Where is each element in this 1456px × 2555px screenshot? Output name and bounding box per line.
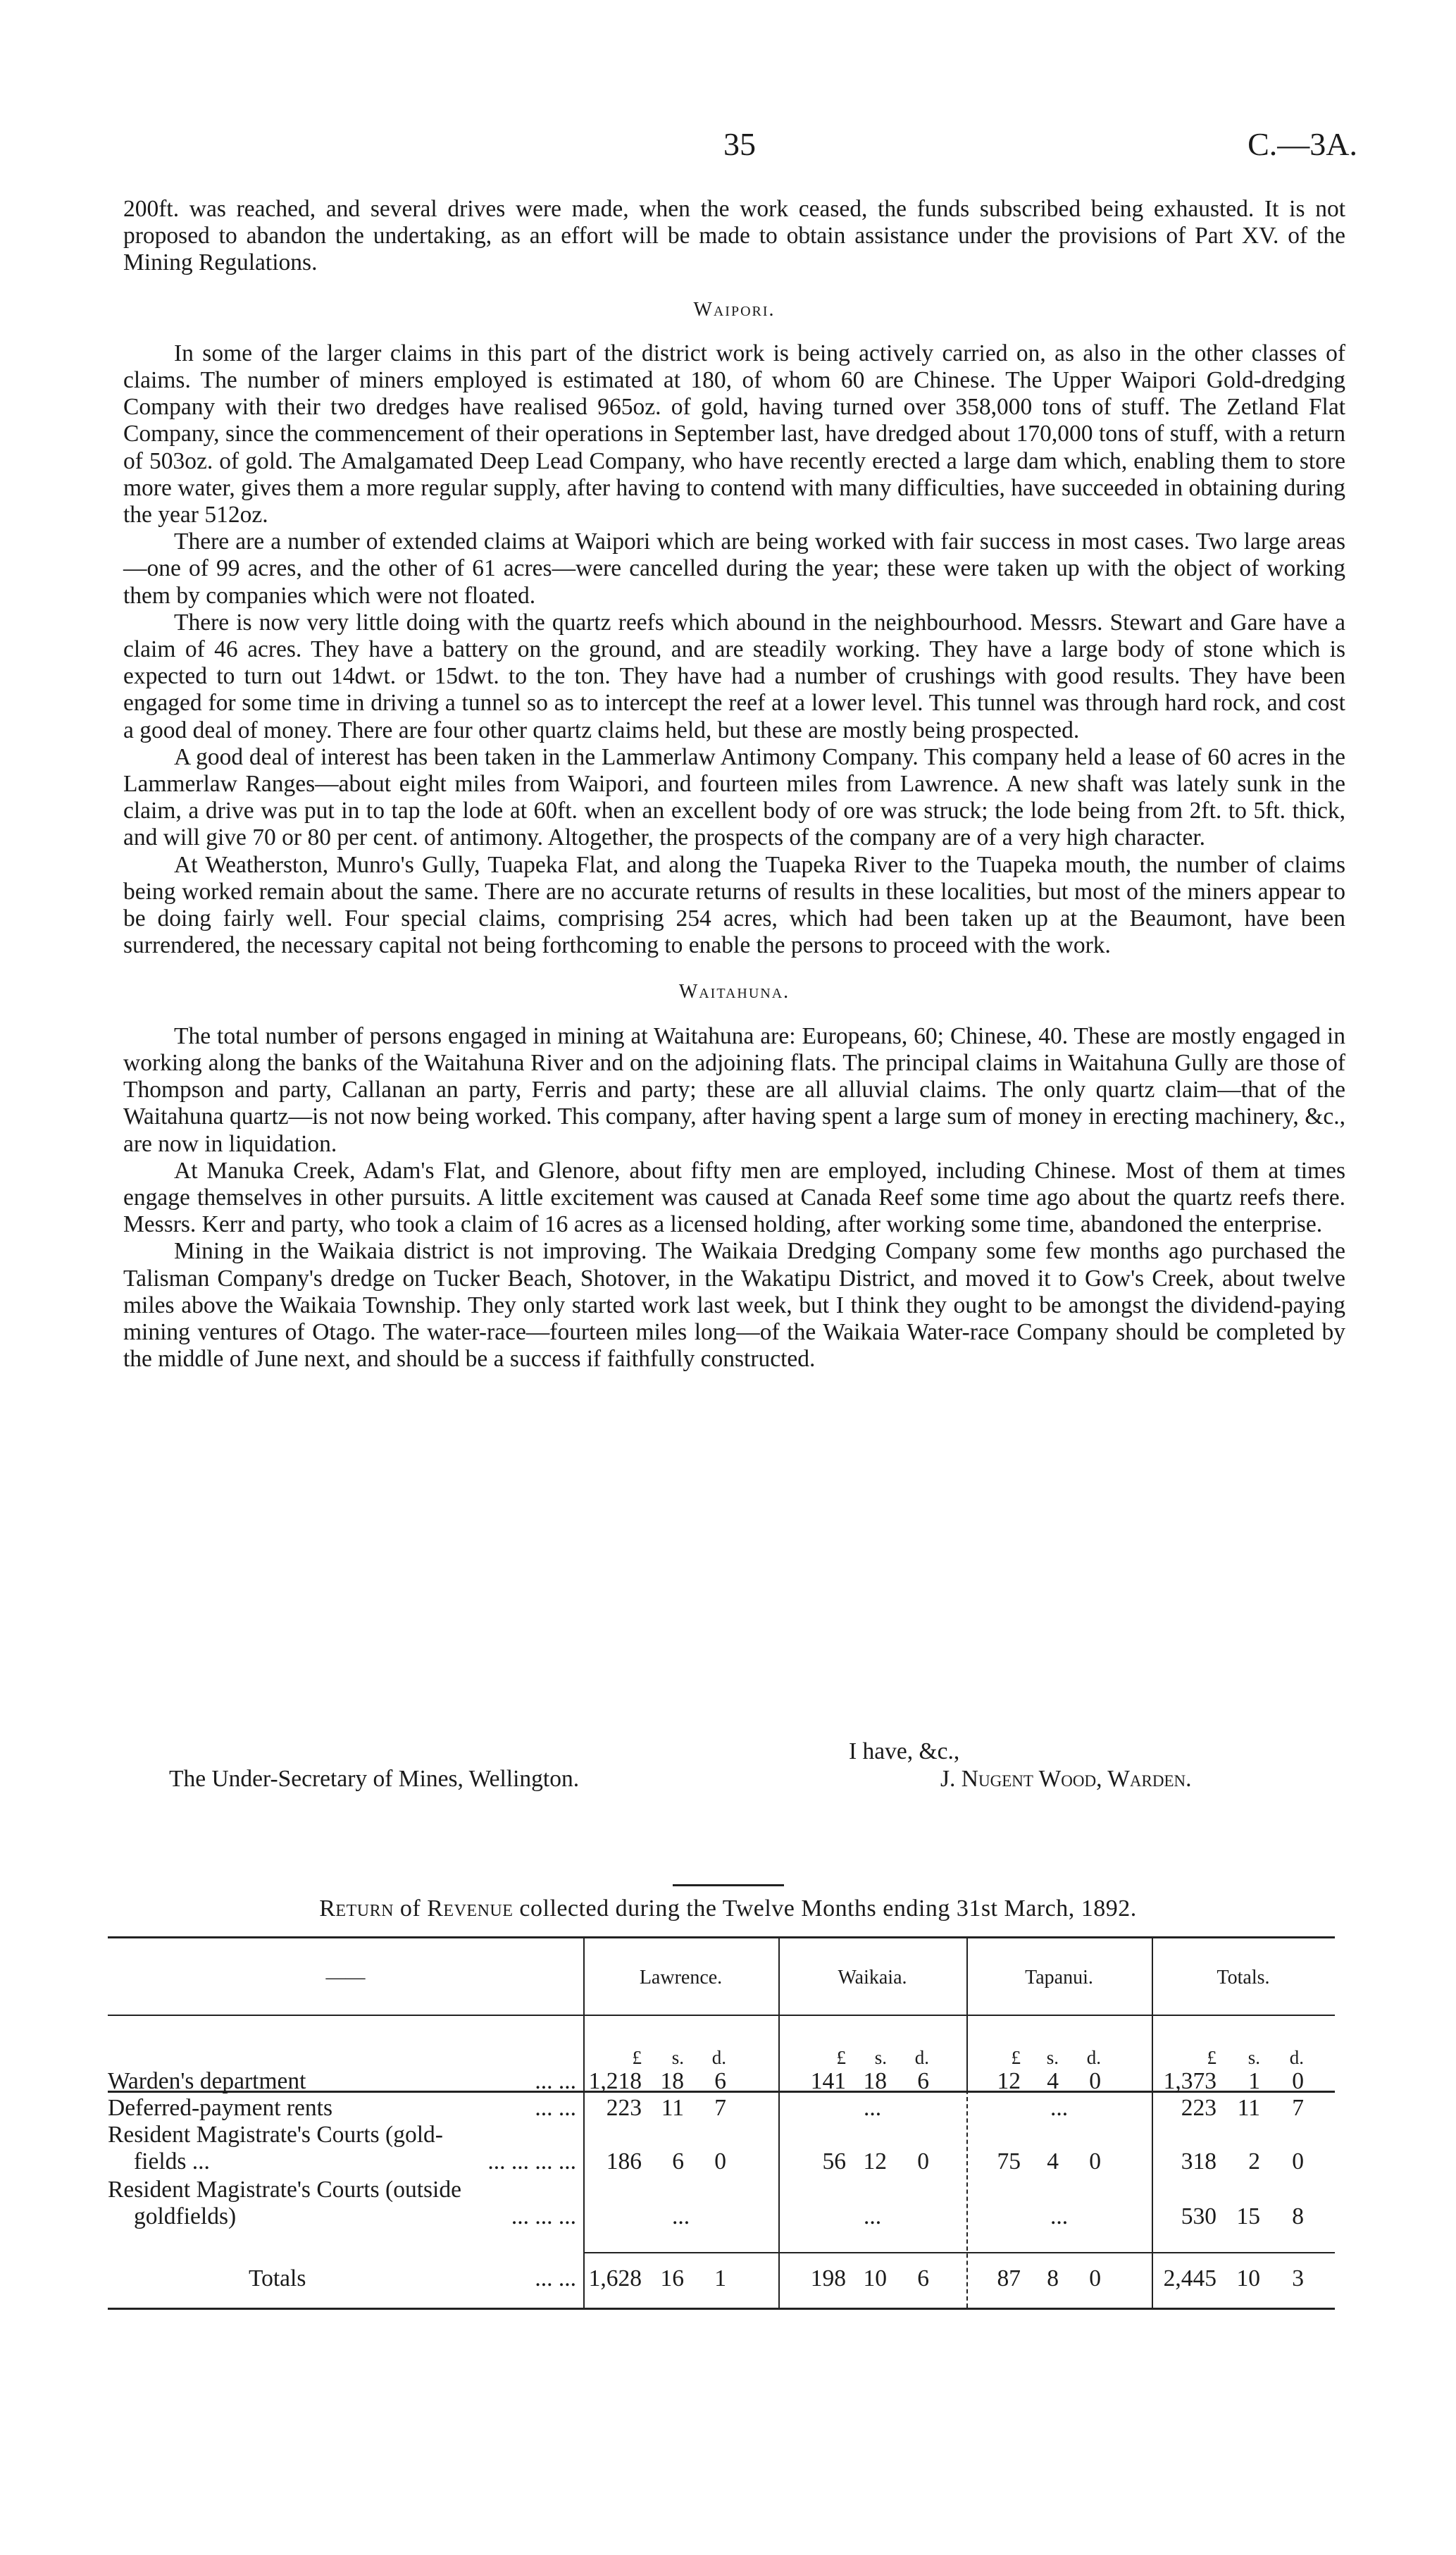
intro-paragraph: 200ft. was reached, and several drives were made, when the work ceased, the funds subscribed being exhausted. It is not proposed to abandon the undertaking, as an effort will be made to obtain assistance under the provisions of Part XV. of the Mining Regulations. [123,196,1345,276]
paragraph: Mining in the Waikaia district is not improving. The Waikaia Dredging Company some few months ago purchased the Talisman Company's dredge on Tucker Beach, Shotover, in the Wakatipu District, and moved it to Gow's Creek, about twelve miles above the Waikaia Township. They only started work last week, but I think they ought to be amongst the dividend-paying mining ventures of Otago. The water-race—fourteen miles long—of the Waikaia Water-race Company should be completed by the middle of June next, and should be a success if faithfully constructed. [123,1238,1345,1373]
column-header-tapanui: Tapanui. [1025,1967,1093,1988]
section-heading-waipori: Waipori. [693,298,776,321]
addressee: The Under-Secretary of Mines, Wellington. [169,1766,580,1792]
document-reference: C.—3A. [1247,126,1357,162]
closing-phrase: I have, &c., [849,1738,960,1764]
header-rule [108,2015,1335,2016]
page-number: 35 [723,126,756,162]
paragraph: There are a number of extended claims at Waipori which are being worked with fair success in most cases. Two large areas—one of 99 acres, and the other of 61 acres—were cancelled during the year; these were taken up with the object of working them by companies which were not floated. [123,528,1345,609]
table-body: £ s. d. £ s. d. £ s. d. £ s. d. Warden's department ... ... 1,218 18 6 141 18 6 12 4 0 1,373 1 0 Deferred-payment rents ... ... 223 11 7 ... ... 223 11 7 Resident Magistrate's Courts (gold- fields ... ... ... ... ... 186 6 0 56 12 0 75 4 0 318 2 0 Resident Magistrate's Courts (outside goldfields) ... ... ... ... ... ... 530 15 8 Totals ... ... 1,628 16 1 198 10 6 87 8 0 2,445 10 3 [108,2047,1335,2287]
body-text [123,196,1345,1373]
column-header-lawrence: Lawrence. [639,1967,723,1988]
table-bottom-rule [108,2308,1335,2310]
sum-rule [583,2252,1335,2253]
signature: J. Nugent Wood, Warden. [940,1766,1192,1792]
paragraph: A good deal of interest has been taken in the Lammerlaw Antimony Company. This company held a lease of 60 acres in the Lammerlaw Ranges—about eight miles from Waipori, and fourteen miles from Lawrence. A new shaft was lately sunk in the claim, a drive was put in to tap the lode at 60ft. when an excellent body of ore was struck; the lode being from 2ft. to 5ft. thick, and will give 70 or 80 per cent. of antimony. Altogether, the prospects of the company are of a very high character. [123,743,1345,851]
section-heading-waitahuna: Waitahuna. [678,981,790,1003]
paragraph: In some of the larger claims in this part of the district work is being actively carried on, as also in the other classes of claims. The number of miners employed is estimated at 180, of whom 60 are Chinese. The Upper Waipori Gold-dredging Company with their two dredges have realised 965oz. of gold, having turned over 358,000 tons of stuff. The Zetland Flat Company, since the commencement of their operations in September last, have dredged about 170,000 tons of stuff, with a return of 503oz. of gold. The Amalgamated Deep Lead Company, who have recently erected a large dam which, enabling them to store more water, gives them a more regular supply, after having to contend with many difficulties, have succeeded in obtaining during the year 512oz. [123,340,1345,528]
paragraph: There is now very little doing with the quartz reefs which abound in the neighbourhood. Messrs. Stewart and Gare have a claim of 46 acres. They have a battery on the ground, and are steadily working. They have a large body of stone which is expected to turn out 14dwt. or 15dwt. to the ton. They have had a number of crushings with good results. They have been engaged for some time in driving a tunnel so as to intercept the reef at a lower level. This tunnel was through hard rock, and cost a good deal of money. There are four other quartz claims held, but these are mostly being prospected. [123,609,1345,743]
paragraph: At Weatherston, Munro's Gully, Tuapeka Flat, and along the Tuapeka River to the Tuapeka mouth, the number of claims being worked remain about the same. There are no accurate returns of results in these localities, but most of the miners appear to be doing fairly well. Four special claims, comprising 254 acres, which had been taken up at the Beaumont, have been surrendered, the necessary capital not being forthcoming to enable the persons to proceed with the work. [123,851,1345,959]
paragraph: At Manuka Creek, Adam's Flat, and Glenore, about fifty men are employed, including Chinese. Most of them at times engage themselves in other pursuits. A little excitement was caused at Canada Reef some time ago about the quartz reefs there. Messrs. Kerr and party, who took a claim of 16 acres as a licensed holding, after working some time, abandoned the enterprise. [123,1157,1345,1238]
column-header-waikaia: Waikaia. [838,1967,907,1988]
table-title: Return of Revenue collected during the Twelve Months ending 31st March, 1892. [319,1895,1137,1922]
blank-header: —— [325,1967,366,1988]
paragraph: The total number of persons engaged in mining at Waitahuna are: Europeans, 60; Chinese, 40. These are mostly engaged in working along the banks of the Waitahuna River and on the adjoining flats. The principal claims in Waitahuna Gully are those of Thompson and party, Callanan an party, Ferris and party; these are all alluvial claims. The only quartz claim—that of the Waitahuna quartz—is not now being worked. This company, after having spent a large sum of money in erecting machinery, &c., are now in liquidation. [123,1022,1345,1157]
section-divider [673,1884,784,1886]
column-header-totals: Totals. [1217,1967,1270,1988]
